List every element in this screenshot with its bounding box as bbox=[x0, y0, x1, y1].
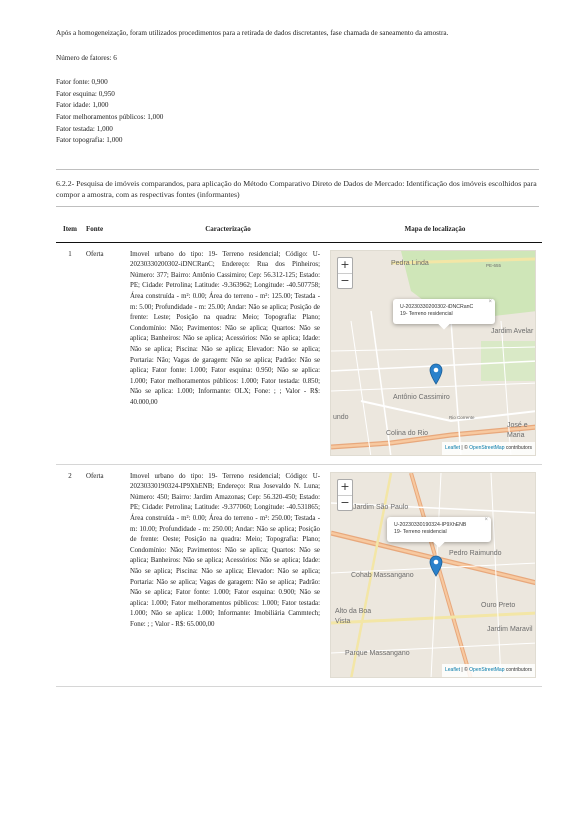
map-label: Pedra Linda bbox=[391, 259, 429, 267]
header-mapa: Mapa de localização bbox=[328, 218, 542, 242]
factor-item: Fator topografia: 1,000 bbox=[56, 136, 123, 145]
osm-link[interactable]: OpenStreetMap bbox=[469, 667, 505, 673]
zoom-control bbox=[337, 257, 353, 289]
factor-item: Fator melhoramentos públicos: 1,000 bbox=[56, 112, 164, 121]
header-caracterizacao: Caracterização bbox=[128, 218, 328, 242]
factor-item: Fator testada: 1,000 bbox=[56, 124, 113, 133]
row-map-cell bbox=[328, 242, 542, 464]
header-fonte: Fonte bbox=[84, 218, 128, 242]
factor-item: Fator esquina: 0,950 bbox=[56, 89, 115, 98]
map-popup bbox=[387, 517, 491, 542]
map-label: Parque Massangano bbox=[345, 649, 410, 657]
row-caracterizacao: Imovel urbano do tipo: 19- Terreno residencial; Código: U-20230330200302-iDNCRanC; Endereço: Rua dos Pinheiros; Número: 377; Bairro: Antônio Cassimiro; Cep: 56.312-125; Estado: PE; Cidade: Petrolina; Latitude: -9.363962; Longitude: -40.507758; Área construída - m²: 0.00; Área do terreno - m²: 125.00; Testada - m: 5.00; Profundidade - m: 25.00; Andar: Não se aplica; Posição de frente: Leste; Posição na quadra: Meio; Topografia: Plano; Condomínio: Não; Pavimentos: Não se aplica; Quartos: Não se aplica; Banheiros: Não se aplica; Acessórios: Não se aplica; Idade: Não se aplica; Piscina: Não se aplica; Elevador: Não se aplica; Portaria: Não; Vagas de garagem: Não se aplica; Padrão: Não se aplica; Fator fonte: 1.000; Fator esquina: 0.950; Não se aplica: 1.000; Fator melhoramentos públicos: 1.000; Fator testada: 0.850; Não se aplica: 1.000; Informante: OLX; Fone: ; ; Valor - R$: 40.000,00 bbox=[128, 242, 328, 464]
map-label: Jardim Maravil bbox=[487, 625, 533, 633]
map-label: Jardim Avelar bbox=[491, 327, 534, 335]
divider bbox=[56, 206, 539, 207]
map-label: Antônio Cassimiro bbox=[393, 393, 450, 401]
row-fonte: Oferta bbox=[84, 464, 128, 686]
map-label: PE-655 bbox=[486, 262, 502, 268]
row-fonte: Oferta bbox=[84, 242, 128, 464]
map-label: José e Maria bbox=[507, 421, 528, 440]
location-map[interactable] bbox=[330, 472, 536, 678]
popup-type: 19- Terreno residencial bbox=[394, 528, 447, 535]
map-attribution: Leaflet | © OpenStreetMap contributors bbox=[442, 664, 535, 677]
zoom-out-button[interactable]: − bbox=[338, 273, 352, 288]
table-header-row bbox=[56, 218, 542, 242]
map-marker-icon[interactable] bbox=[429, 363, 443, 385]
row-caracterizacao: Imovel urbano do tipo: 19- Terreno residencial; Código: U-20230330190324-IP9XhENB; Endereço: Rua Josevaldo N. Luna; Número: 450; Bairro: Jardim Amazonas; Cep: 56.320-450; Estado: PE; Cidade: Petrolina; Latitude: -9.377060; Longitude: -40.531865; Área construída - m²: 0.00; Área do terreno - m²: 250.00; Testada - m: 10.00; Profundidade - m: 250.00; Andar: Não se aplica; Posição de frente: Oeste; Posição na quadra: Meio; Topografia: Plano; Condomínio: Não; Pavimentos: Não se aplica; Quartos: Não se aplica; Banheiros: Não se aplica; Acessórios: Não se aplica; Idade: Não se aplica; Piscina: Não se aplica; Elevador: Não se aplica; Portaria: Não se aplica; Vagas de garagem: Não se aplica; Padrão: Não se aplica; Fator fonte: 1.000; Fator esquina: 0.900; Não se aplica: 1.000; Fator melhoramentos públicos: 1.000; Fator testada: 1.000; Não se aplica: 1.000; Informante: Imobiliária Cammtech; Fone: ; ; Valor - R$: 65.000,00 bbox=[128, 464, 328, 686]
map-label: Rio Corrente bbox=[449, 414, 475, 420]
popup-type: 19- Terreno residencial bbox=[400, 310, 453, 317]
close-icon[interactable]: × bbox=[484, 516, 488, 523]
map-tiles bbox=[331, 251, 536, 456]
map-label: Colina do Rio bbox=[386, 429, 429, 437]
zoom-in-button[interactable]: + bbox=[340, 257, 350, 271]
factor-item: Fator fonte: 0,900 bbox=[56, 78, 108, 87]
row-item: 2 bbox=[56, 464, 84, 686]
table-row bbox=[56, 242, 542, 464]
map-popup bbox=[393, 299, 495, 324]
map-label: Pedro Raimundo bbox=[449, 549, 502, 557]
location-map[interactable] bbox=[330, 250, 536, 456]
num-fatores: Número de fatores: 6 bbox=[56, 53, 117, 62]
table-row bbox=[56, 464, 542, 686]
section-title: 6.2.2- Pesquisa de imóveis comparandos, para aplicação do Método Comparativo Direto de Dados de Mercado: Identificação dos imóveis escolhidos para compor a amostra, com as respectivas fontes (informantes) bbox=[56, 179, 537, 200]
zoom-control bbox=[337, 479, 353, 511]
map-label: Cohab Massangano bbox=[351, 571, 414, 579]
close-icon[interactable]: × bbox=[488, 298, 492, 305]
row-map-cell bbox=[328, 464, 542, 686]
map-label: Jardim São Paulo bbox=[353, 503, 409, 511]
leaflet-link[interactable]: Leaflet bbox=[445, 667, 461, 673]
zoom-out-button[interactable]: − bbox=[338, 495, 352, 510]
map-marker-icon[interactable] bbox=[429, 555, 443, 577]
header-item: Item bbox=[56, 218, 84, 242]
popup-code: U-20230330190324-IP9XhENB bbox=[394, 521, 467, 528]
factor-item: Fator idade: 1,000 bbox=[56, 101, 109, 110]
row-item: 1 bbox=[56, 242, 84, 464]
map-attribution: Leaflet | © OpenStreetMap contributors bbox=[442, 442, 535, 455]
intro-paragraph: Após a homogeneização, foram utilizados procedimentos para a retirada de dados discretantes, fase chamada de saneamento da amostra. bbox=[56, 29, 449, 37]
divider bbox=[56, 169, 539, 170]
leaflet-link[interactable]: Leaflet bbox=[445, 445, 461, 451]
factor-list bbox=[56, 77, 539, 147]
comparables-table bbox=[56, 218, 542, 687]
map-label: Ouro Preto bbox=[481, 601, 516, 609]
map-label: Alto da Boa Vista bbox=[335, 607, 372, 626]
map-label: undo bbox=[333, 413, 349, 421]
zoom-in-button[interactable]: + bbox=[340, 479, 350, 493]
osm-link[interactable]: OpenStreetMap bbox=[469, 445, 505, 451]
popup-code: U-20230330200302-iDNCRanC bbox=[400, 303, 474, 310]
